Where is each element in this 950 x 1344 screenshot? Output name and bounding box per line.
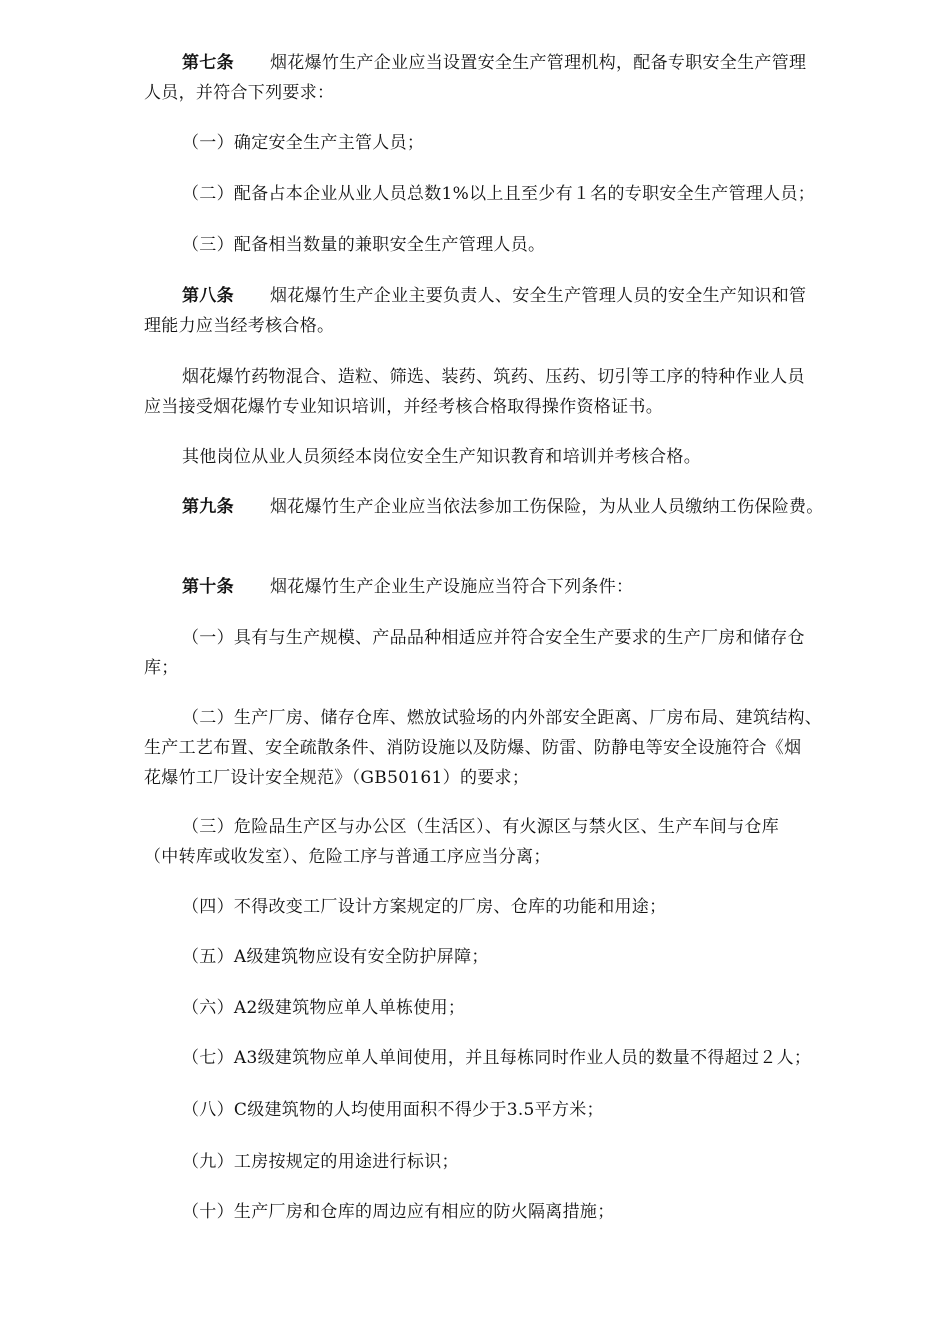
article-10-item-5: （五）A级建筑物应设有安全防护屏障； <box>182 947 489 967</box>
article-10-item-3-line-2: （中转库或收发室）、危险工序与普通工序应当分离； <box>144 847 551 867</box>
article-10-item-2-line-2: 生产工艺布置、安全疏散条件、消防设施以及防爆、防雷、防静电等安全设施符合《烟 <box>144 738 802 758</box>
article-8-para-2-line-2: 应当接受烟花爆竹专业知识培训，并经考核合格取得操作资格证书。 <box>144 397 663 417</box>
article-10-item-6: （六）A2级建筑物应单人单栋使用； <box>182 998 466 1018</box>
article-7-item-3: （三）配备相当数量的兼职安全生产管理人员。 <box>182 235 546 255</box>
article-7-item-1: （一）确定安全生产主管人员； <box>182 133 425 153</box>
article-10-item-3-line-1: （三）危险品生产区与办公区（生活区）、有火源区与禁火区、生产车间与仓库 <box>182 817 779 837</box>
article-9-text: 烟花爆竹生产企业应当依法参加工伤保险，为从业人员缴纳工伤保险费。 <box>270 497 824 517</box>
article-8-text: 烟花爆竹生产企业主要负责人、安全生产管理人员的安全生产知识和管 <box>270 286 807 306</box>
article-10-item-1-line-1: （一）具有与生产规模、产品品种相适应并符合安全生产要求的生产厂房和储存仓 <box>182 628 805 648</box>
article-7-line-2: 人员，并符合下列要求： <box>144 83 335 103</box>
article-7-text: 烟花爆竹生产企业应当设置安全生产管理机构，配备专职安全生产管理 <box>270 53 807 73</box>
article-10-item-4: （四）不得改变工厂设计方案规定的厂房、仓库的功能和用途； <box>182 897 667 917</box>
article-8-para-3: 其他岗位从业人员须经本岗位安全生产知识教育和培训并考核合格。 <box>182 447 701 467</box>
article-10-item-9: （九）工房按规定的用途进行标识； <box>182 1152 459 1172</box>
article-10-item-10: （十）生产厂房和仓库的周边应有相应的防火隔离措施； <box>182 1202 615 1222</box>
article-10-text: 烟花爆竹生产企业生产设施应当符合下列条件： <box>270 577 634 597</box>
article-10-item-2-line-1: （二）生产厂房、储存仓库、燃放试验场的内外部安全距离、厂房布局、建筑结构、 <box>182 708 823 728</box>
article-10-item-1-line-2: 库； <box>144 658 179 678</box>
article-8-para-2-line-1: 烟花爆竹药物混合、造粒、筛选、装药、筑药、压药、切引等工序的特种作业人员 <box>182 367 805 387</box>
article-10-line-1 <box>182 576 633 598</box>
article-10-item-8: （八）C级建筑物的人均使用面积不得少于3.5平方米； <box>182 1100 604 1120</box>
article-9-number: 第九条 <box>182 497 234 517</box>
article-10-item-2-line-3: 花爆竹工厂设计安全规范》（GB50161）的要求； <box>144 768 530 788</box>
article-8-line-1 <box>182 285 806 307</box>
article-8-number: 第八条 <box>182 286 234 306</box>
article-10-number: 第十条 <box>182 577 234 597</box>
article-7-item-2: （二）配备占本企业从业人员总数1%以上且至少有１名的专职安全生产管理人员； <box>182 184 816 204</box>
article-10-item-7: （七）A3级建筑物应单人单间使用，并且每栋同时作业人员的数量不得超过２人； <box>182 1048 812 1068</box>
article-7-line-1 <box>182 52 806 74</box>
article-7-number: 第七条 <box>182 53 234 73</box>
article-8-line-2: 理能力应当经考核合格。 <box>144 316 335 336</box>
article-9-line-1 <box>182 496 824 518</box>
